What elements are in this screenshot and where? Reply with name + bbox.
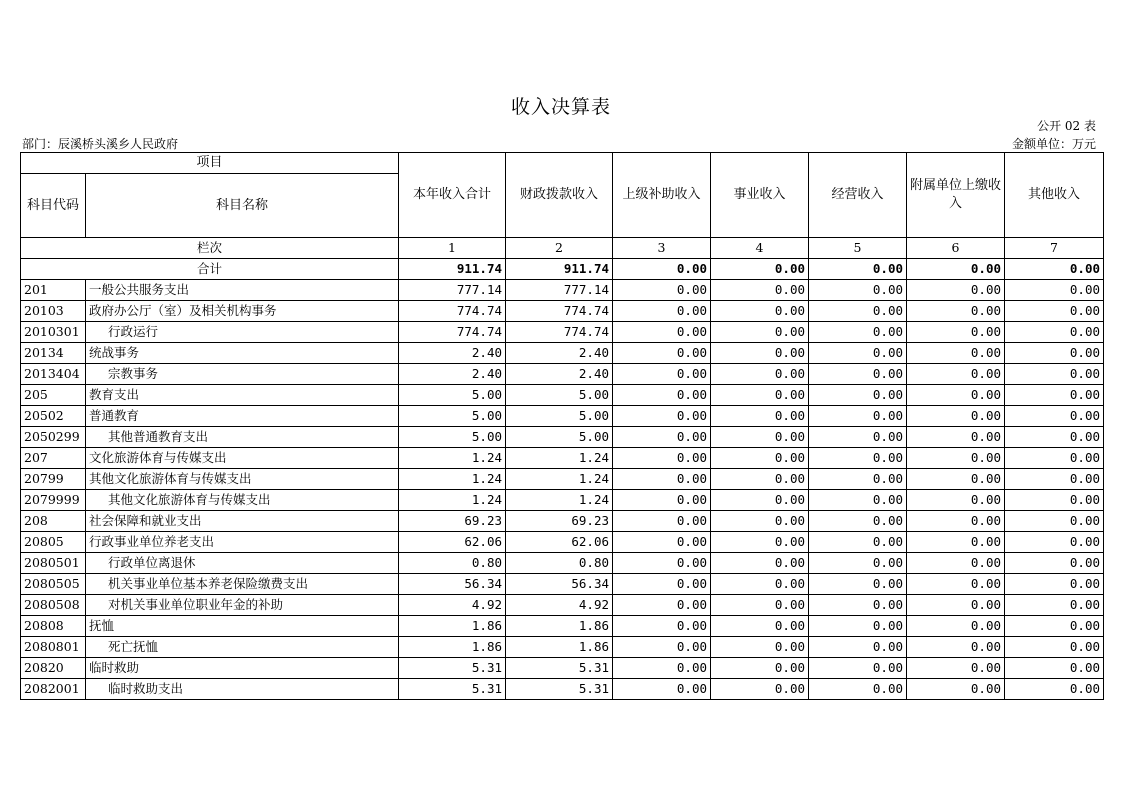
row-name: 临时救助 xyxy=(86,658,399,679)
row-value: 0.00 xyxy=(711,427,809,448)
row-value: 1.86 xyxy=(399,637,506,658)
row-value: 0.00 xyxy=(907,637,1005,658)
table-row xyxy=(21,427,1104,448)
row-value: 0.00 xyxy=(613,343,711,364)
row-value: 0.00 xyxy=(711,364,809,385)
table-row xyxy=(21,322,1104,343)
row-value: 0.00 xyxy=(711,511,809,532)
row-value: 0.00 xyxy=(809,427,907,448)
table-row xyxy=(21,448,1104,469)
row-value: 0.00 xyxy=(809,511,907,532)
row-value: 2.40 xyxy=(399,364,506,385)
total-value: 911.74 xyxy=(399,259,506,280)
row-value: 0.00 xyxy=(809,679,907,700)
page-title: 收入决算表 xyxy=(510,96,611,118)
row-code: 2050299 xyxy=(21,427,86,448)
row-value: 0.00 xyxy=(809,406,907,427)
row-value: 0.00 xyxy=(907,301,1005,322)
row-value: 0.00 xyxy=(711,679,809,700)
col-number: 5 xyxy=(809,238,907,259)
row-code: 20799 xyxy=(21,469,86,490)
col-number: 1 xyxy=(399,238,506,259)
row-code: 20103 xyxy=(21,301,86,322)
row-value: 0.00 xyxy=(809,574,907,595)
row-value: 0.00 xyxy=(1005,343,1104,364)
row-value: 0.00 xyxy=(907,490,1005,511)
header-col-5: 经营收入 xyxy=(809,153,907,238)
row-value: 2.40 xyxy=(399,343,506,364)
table-row xyxy=(21,511,1104,532)
row-code: 2010301 xyxy=(21,322,86,343)
row-value: 5.00 xyxy=(399,406,506,427)
row-value: 0.00 xyxy=(711,448,809,469)
row-value: 0.00 xyxy=(907,595,1005,616)
row-value: 56.34 xyxy=(506,574,613,595)
row-value: 0.00 xyxy=(809,658,907,679)
row-value: 0.00 xyxy=(1005,595,1104,616)
row-value: 0.00 xyxy=(809,385,907,406)
row-code: 20808 xyxy=(21,616,86,637)
header-col-6: 附属单位上缴收入 xyxy=(907,153,1005,238)
form-number: 公开 02 表 xyxy=(1037,119,1096,133)
row-value: 0.00 xyxy=(613,322,711,343)
col-number: 2 xyxy=(506,238,613,259)
header-item: 项目 xyxy=(21,153,399,174)
row-value: 1.24 xyxy=(399,490,506,511)
total-value: 0.00 xyxy=(907,259,1005,280)
row-name: 其他普通教育支出 xyxy=(86,427,399,448)
row-value: 1.24 xyxy=(399,448,506,469)
row-value: 774.74 xyxy=(399,322,506,343)
table-row xyxy=(21,679,1104,700)
table-row xyxy=(21,532,1104,553)
row-value: 0.00 xyxy=(711,343,809,364)
row-code: 205 xyxy=(21,385,86,406)
table-row xyxy=(21,406,1104,427)
row-value: 5.31 xyxy=(506,658,613,679)
row-value: 0.00 xyxy=(809,490,907,511)
row-value: 5.00 xyxy=(506,427,613,448)
total-label: 合计 xyxy=(21,259,399,280)
row-value: 0.00 xyxy=(1005,553,1104,574)
row-value: 0.00 xyxy=(1005,490,1104,511)
row-code: 2079999 xyxy=(21,490,86,511)
row-name: 机关事业单位基本养老保险缴费支出 xyxy=(86,574,399,595)
row-value: 0.00 xyxy=(613,280,711,301)
header-col-2: 财政拨款收入 xyxy=(506,153,613,238)
row-value: 774.74 xyxy=(399,301,506,322)
row-value: 0.00 xyxy=(711,553,809,574)
row-code: 2013404 xyxy=(21,364,86,385)
row-value: 0.00 xyxy=(907,364,1005,385)
row-value: 0.00 xyxy=(809,553,907,574)
row-name: 社会保障和就业支出 xyxy=(86,511,399,532)
row-value: 0.00 xyxy=(613,532,711,553)
row-code: 20805 xyxy=(21,532,86,553)
row-value: 2.40 xyxy=(506,364,613,385)
row-value: 0.00 xyxy=(907,553,1005,574)
table-row xyxy=(21,553,1104,574)
row-value: 0.00 xyxy=(1005,658,1104,679)
row-value: 5.00 xyxy=(399,427,506,448)
row-name: 其他文化旅游体育与传媒支出 xyxy=(86,469,399,490)
row-value: 0.00 xyxy=(907,574,1005,595)
row-value: 0.00 xyxy=(1005,574,1104,595)
department-label: 部门：辰溪桥头溪乡人民政府 xyxy=(22,137,179,151)
row-value: 0.00 xyxy=(613,679,711,700)
row-value: 0.00 xyxy=(711,658,809,679)
row-value: 0.00 xyxy=(907,427,1005,448)
row-value: 0.00 xyxy=(1005,469,1104,490)
row-value: 56.34 xyxy=(399,574,506,595)
row-value: 5.00 xyxy=(506,385,613,406)
row-value: 0.00 xyxy=(1005,322,1104,343)
row-value: 0.00 xyxy=(1005,679,1104,700)
row-name: 文化旅游体育与传媒支出 xyxy=(86,448,399,469)
row-value: 0.00 xyxy=(711,532,809,553)
row-value: 0.00 xyxy=(613,364,711,385)
row-value: 0.00 xyxy=(907,280,1005,301)
row-code: 2080508 xyxy=(21,595,86,616)
table-row xyxy=(21,658,1104,679)
row-name: 行政单位离退休 xyxy=(86,553,399,574)
row-value: 0.00 xyxy=(1005,406,1104,427)
row-value: 0.00 xyxy=(711,280,809,301)
row-value: 0.00 xyxy=(907,469,1005,490)
row-value: 0.00 xyxy=(711,301,809,322)
total-value: 911.74 xyxy=(506,259,613,280)
row-value: 0.00 xyxy=(613,385,711,406)
row-value: 0.00 xyxy=(809,280,907,301)
row-code: 20820 xyxy=(21,658,86,679)
row-value: 0.80 xyxy=(506,553,613,574)
row-value: 777.14 xyxy=(506,280,613,301)
row-value: 0.00 xyxy=(907,406,1005,427)
row-value: 62.06 xyxy=(399,532,506,553)
row-value: 0.00 xyxy=(711,574,809,595)
row-value: 0.00 xyxy=(711,490,809,511)
row-code: 2080505 xyxy=(21,574,86,595)
row-value: 0.00 xyxy=(907,532,1005,553)
row-value: 4.92 xyxy=(399,595,506,616)
row-value: 5.00 xyxy=(506,406,613,427)
row-value: 0.00 xyxy=(809,616,907,637)
row-value: 0.00 xyxy=(1005,448,1104,469)
row-value: 0.00 xyxy=(907,679,1005,700)
row-value: 5.31 xyxy=(506,679,613,700)
table-row xyxy=(21,637,1104,658)
row-name: 死亡抚恤 xyxy=(86,637,399,658)
row-value: 0.00 xyxy=(613,469,711,490)
row-value: 0.00 xyxy=(907,385,1005,406)
row-value: 0.00 xyxy=(1005,301,1104,322)
row-value: 0.00 xyxy=(1005,511,1104,532)
row-value: 0.00 xyxy=(907,658,1005,679)
row-value: 0.00 xyxy=(711,406,809,427)
header-col-1: 本年收入合计 xyxy=(399,153,506,238)
row-value: 0.00 xyxy=(907,322,1005,343)
row-value: 0.00 xyxy=(613,448,711,469)
row-value: 0.00 xyxy=(1005,637,1104,658)
row-code: 2080501 xyxy=(21,553,86,574)
row-value: 69.23 xyxy=(506,511,613,532)
row-name: 其他文化旅游体育与传媒支出 xyxy=(86,490,399,511)
row-value: 0.00 xyxy=(613,616,711,637)
row-value: 0.00 xyxy=(1005,427,1104,448)
row-value: 0.80 xyxy=(399,553,506,574)
table-row xyxy=(21,616,1104,637)
row-name: 统战事务 xyxy=(86,343,399,364)
row-value: 0.00 xyxy=(1005,385,1104,406)
row-value: 5.00 xyxy=(399,385,506,406)
row-value: 0.00 xyxy=(809,301,907,322)
row-value: 0.00 xyxy=(1005,532,1104,553)
row-value: 0.00 xyxy=(711,616,809,637)
row-value: 0.00 xyxy=(809,532,907,553)
col-number: 6 xyxy=(907,238,1005,259)
table-row xyxy=(21,574,1104,595)
row-value: 5.31 xyxy=(399,679,506,700)
header-row-label: 栏次 xyxy=(21,238,399,259)
row-code: 2080801 xyxy=(21,637,86,658)
row-value: 774.74 xyxy=(506,322,613,343)
row-value: 69.23 xyxy=(399,511,506,532)
row-value: 0.00 xyxy=(1005,364,1104,385)
header-name: 科目名称 xyxy=(86,174,399,238)
row-value: 0.00 xyxy=(907,343,1005,364)
row-value: 1.86 xyxy=(506,637,613,658)
row-value: 1.86 xyxy=(399,616,506,637)
row-value: 4.92 xyxy=(506,595,613,616)
row-name: 行政运行 xyxy=(86,322,399,343)
col-number: 7 xyxy=(1005,238,1104,259)
row-value: 0.00 xyxy=(613,406,711,427)
row-value: 0.00 xyxy=(711,322,809,343)
row-value: 62.06 xyxy=(506,532,613,553)
row-value: 0.00 xyxy=(613,553,711,574)
row-name: 一般公共服务支出 xyxy=(86,280,399,301)
table-row xyxy=(21,595,1104,616)
header-col-3: 上级补助收入 xyxy=(613,153,711,238)
row-name: 政府办公厅（室）及相关机构事务 xyxy=(86,301,399,322)
row-name: 行政事业单位养老支出 xyxy=(86,532,399,553)
total-value: 0.00 xyxy=(809,259,907,280)
row-code: 201 xyxy=(21,280,86,301)
table-row xyxy=(21,280,1104,301)
row-code: 2082001 xyxy=(21,679,86,700)
row-code: 208 xyxy=(21,511,86,532)
row-code: 20134 xyxy=(21,343,86,364)
row-value: 0.00 xyxy=(613,658,711,679)
row-value: 0.00 xyxy=(1005,616,1104,637)
row-value: 0.00 xyxy=(711,637,809,658)
row-value: 0.00 xyxy=(613,427,711,448)
row-value: 0.00 xyxy=(809,448,907,469)
table-row xyxy=(21,301,1104,322)
row-value: 0.00 xyxy=(613,490,711,511)
row-value: 0.00 xyxy=(613,511,711,532)
row-value: 0.00 xyxy=(809,469,907,490)
row-value: 0.00 xyxy=(809,322,907,343)
row-name: 对机关事业单位职业年金的补助 xyxy=(86,595,399,616)
row-value: 0.00 xyxy=(613,301,711,322)
header-col-4: 事业收入 xyxy=(711,153,809,238)
row-value: 774.74 xyxy=(506,301,613,322)
row-name: 宗教事务 xyxy=(86,364,399,385)
total-value: 0.00 xyxy=(1005,259,1104,280)
row-value: 2.40 xyxy=(506,343,613,364)
row-value: 0.00 xyxy=(711,385,809,406)
row-name: 普通教育 xyxy=(86,406,399,427)
row-value: 0.00 xyxy=(907,511,1005,532)
row-value: 0.00 xyxy=(907,448,1005,469)
row-value: 777.14 xyxy=(399,280,506,301)
row-name: 教育支出 xyxy=(86,385,399,406)
row-name: 临时救助支出 xyxy=(86,679,399,700)
row-value: 0.00 xyxy=(711,595,809,616)
row-value: 5.31 xyxy=(399,658,506,679)
table-row xyxy=(21,490,1104,511)
row-value: 1.24 xyxy=(506,490,613,511)
row-value: 0.00 xyxy=(711,469,809,490)
row-value: 0.00 xyxy=(1005,280,1104,301)
row-value: 1.24 xyxy=(506,469,613,490)
row-value: 0.00 xyxy=(809,343,907,364)
row-value: 0.00 xyxy=(613,574,711,595)
row-name: 抚恤 xyxy=(86,616,399,637)
row-code: 207 xyxy=(21,448,86,469)
table-row xyxy=(21,469,1104,490)
amount-unit-label: 金额单位：万元 xyxy=(1011,137,1096,151)
row-value: 0.00 xyxy=(809,637,907,658)
table-row xyxy=(21,343,1104,364)
table-row xyxy=(21,385,1104,406)
total-row xyxy=(21,259,1104,280)
row-value: 0.00 xyxy=(613,637,711,658)
row-value: 0.00 xyxy=(809,364,907,385)
row-value: 1.24 xyxy=(506,448,613,469)
col-number: 3 xyxy=(613,238,711,259)
row-value: 1.86 xyxy=(506,616,613,637)
row-value: 1.24 xyxy=(399,469,506,490)
table-row xyxy=(21,364,1104,385)
row-code: 20502 xyxy=(21,406,86,427)
row-value: 0.00 xyxy=(809,595,907,616)
income-statement-table xyxy=(20,152,1104,700)
row-value: 0.00 xyxy=(613,595,711,616)
row-value: 0.00 xyxy=(907,616,1005,637)
col-number: 4 xyxy=(711,238,809,259)
header-col-7: 其他收入 xyxy=(1005,153,1104,238)
total-value: 0.00 xyxy=(613,259,711,280)
total-value: 0.00 xyxy=(711,259,809,280)
header-code: 科目代码 xyxy=(21,174,86,238)
